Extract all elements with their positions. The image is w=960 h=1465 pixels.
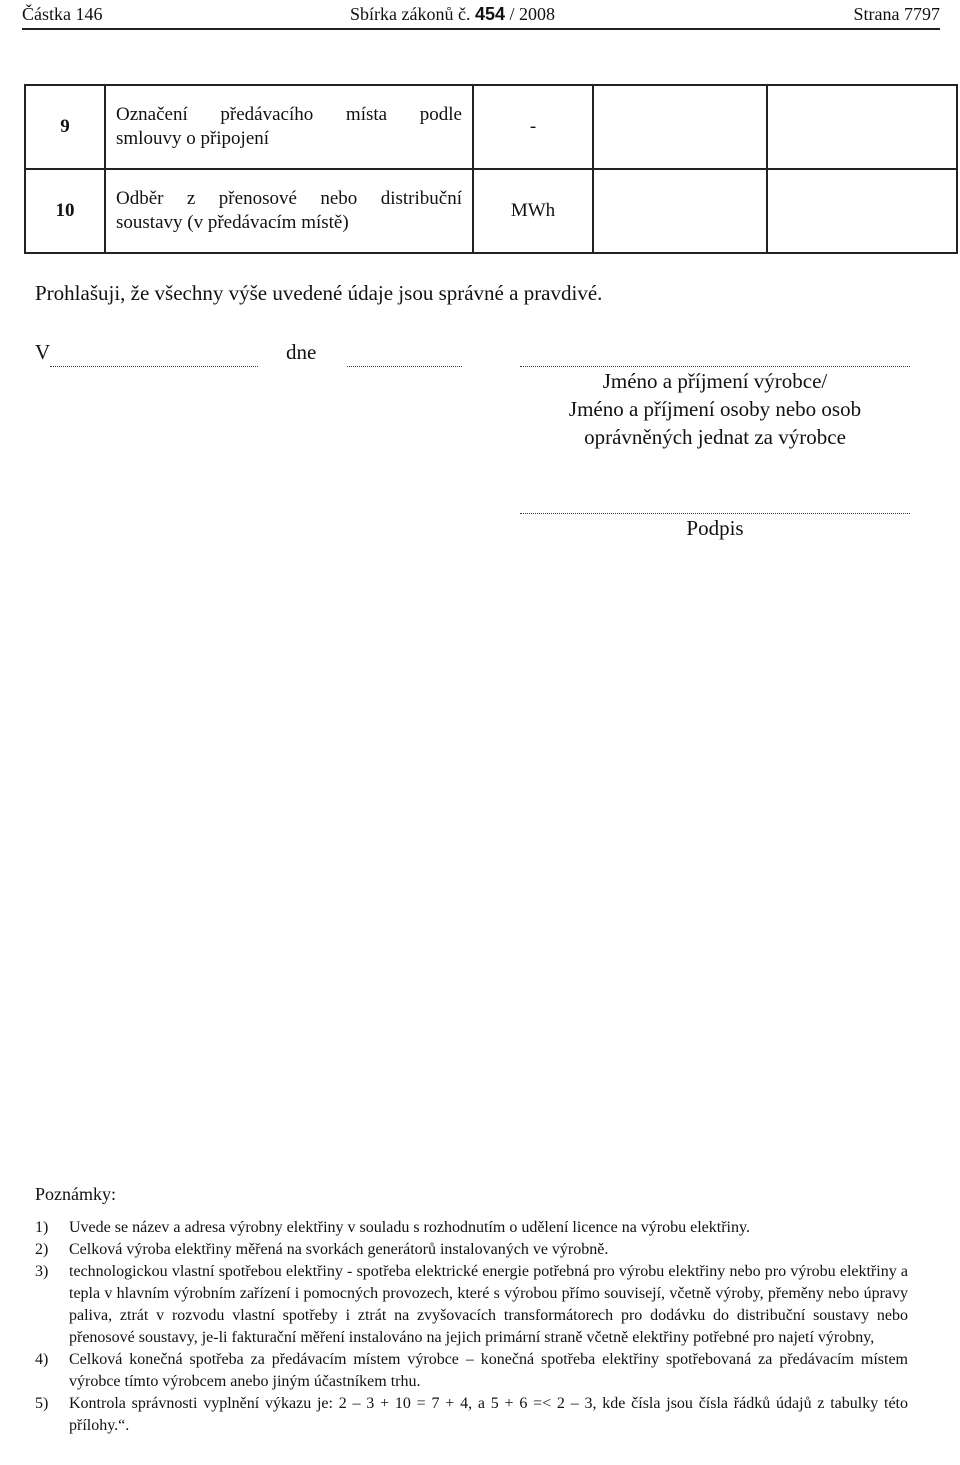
note-text: Kontrola správnosti vyplnění výkazu je: 2 – 3 + 10 = 7 + 4, a 5 + 6 =< 2 – 3, kde čísla jsou čísla řádků údajů z tabulky této přílohy.“. — [69, 1395, 908, 1434]
date-field-line[interactable] — [347, 366, 462, 367]
note-number: 3) — [35, 1263, 49, 1280]
table-row — [25, 169, 957, 253]
header-year: / 2008 — [505, 4, 556, 24]
name-caption-line: oprávněných jednat za výrobce — [584, 425, 846, 449]
note-item — [35, 1217, 908, 1239]
header-part-number: Částka 146 — [22, 4, 103, 24]
note-item — [35, 1393, 908, 1437]
note-number: 4) — [35, 1351, 49, 1368]
row-unit: MWh — [473, 169, 593, 253]
header-collection-prefix: Sbírka zákonů č. — [350, 4, 471, 24]
note-text: Celková konečná spotřeba za předávacím místem výrobce – konečná spotřeba elektřiny spotřebovaná za předávacím místem výrobce tímto výrobcem anebo jiným účastníkem trhu. — [69, 1351, 908, 1390]
note-item — [35, 1239, 908, 1261]
row-unit: - — [473, 85, 593, 169]
note-number: 5) — [35, 1395, 49, 1412]
place-label: V — [35, 340, 51, 364]
header-collection — [350, 4, 555, 25]
row-label — [105, 85, 473, 169]
value-cell[interactable] — [767, 169, 957, 253]
row-number: 10 — [25, 169, 105, 253]
date-label: dne — [286, 340, 317, 364]
note-item — [35, 1261, 908, 1349]
row-label-line: smlouvy o připojení — [116, 128, 270, 149]
note-text: Uvede se název a adresa výrobny elektřiny v souladu s rozhodnutím o udělení licence na výrobu elektřiny. — [69, 1219, 750, 1236]
note-number: 2) — [35, 1241, 49, 1258]
notes-title: Poznámky: — [35, 1184, 116, 1204]
row-label-line: Označení předávacího místa podle — [116, 104, 462, 125]
table-row — [25, 85, 957, 169]
signature-caption: Podpis — [686, 516, 744, 540]
note-item — [35, 1349, 908, 1393]
page-header — [22, 2, 940, 30]
notes-section — [35, 1184, 908, 1437]
note-number: 1) — [35, 1219, 49, 1236]
row-label-line: soustavy (v předávacím místě) — [116, 212, 349, 233]
signature-field-line[interactable] — [520, 513, 910, 514]
report-table — [24, 84, 958, 254]
row-label — [105, 169, 473, 253]
note-text: Celková výroba elektřiny měřená na svorkách generátorů instalovaných ve výrobně. — [69, 1241, 609, 1258]
name-caption — [520, 367, 910, 451]
row-number: 9 — [25, 85, 105, 169]
header-page-number: Strana 7797 — [853, 4, 940, 24]
value-cell[interactable] — [593, 85, 767, 169]
declaration-text: Prohlašuji, že všechny výše uvedené údaje jsou správné a pravdivé. — [35, 281, 603, 305]
name-caption-line: Jméno a příjmení výrobce/ — [602, 369, 828, 393]
name-caption-line: Jméno a příjmení osoby nebo osob — [568, 397, 862, 421]
value-cell[interactable] — [593, 169, 767, 253]
header-law-number: 454 — [474, 4, 506, 24]
row-label-line: Odběr z přenosové nebo distribuční — [116, 188, 462, 209]
note-text: technologickou vlastní spotřebou elektřiny - spotřeba elektrické energie potřebná pro výrobu elektřiny nebo pro výrobu elektřiny a tepla v hlavním výrobním zařízení i pomocných provozech, které s výrobou přímo souvisejí, včetně výroby, přeměny nebo úpravy paliva, ztrát v rozvodu vlastní spotřeby i ztrát na zvyšovacích transformátorech pro dodávku do distribuční soustavy nebo přenosové soustavy, je-li fakturační měření instalováno na jejich primární straně včetně elektřiny potřebné pro najetí výrobny, — [69, 1263, 908, 1346]
place-field-line[interactable] — [50, 366, 258, 367]
value-cell[interactable] — [767, 85, 957, 169]
